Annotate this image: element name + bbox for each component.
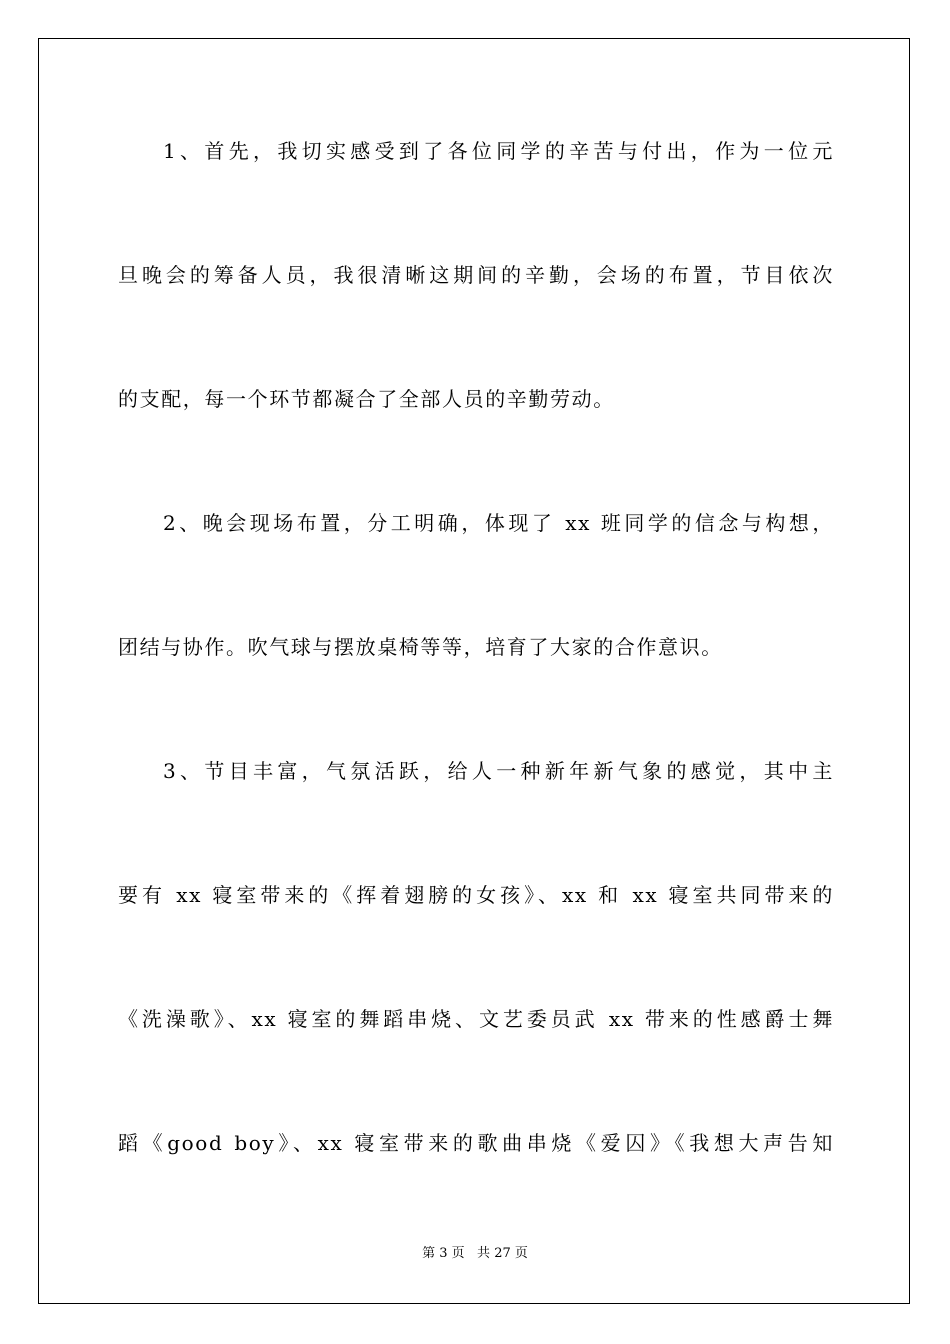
paragraph-3-line-1: 3、节目丰富，气氛活跃，给人一种新年新气象的感觉，其中主: [163, 759, 834, 783]
paragraph-1-line-2: 旦晚会的筹备人员，我很清晰这期间的辛勤，会场的布置，节目依次: [118, 263, 834, 287]
paragraph-2-line-1: 2、晚会现场布置，分工明确，体现了 xx 班同学的信念与构想，: [163, 511, 834, 535]
paragraph-2-line-2: 团结与协作。吹气球与摆放桌椅等等，培育了大家的合作意识。: [118, 635, 723, 659]
paragraph-3-line-4: 蹈《good boy》、xx 寝室带来的歌曲串烧《爱囚》《我想大声告知: [118, 1131, 834, 1155]
page-border: [38, 38, 910, 1304]
paragraph-1-line-3: 的支配，每一个环节都凝合了全部人员的辛勤劳动。: [118, 387, 615, 411]
paragraph-3-line-2: 要有 xx 寝室带来的《挥着翅膀的女孩》、xx 和 xx 寝室共同带来的: [118, 883, 834, 907]
page-footer: 第 3 页 共 27 页: [422, 1246, 528, 1261]
paragraph-1-line-1: 1、首先，我切实感受到了各位同学的辛苦与付出，作为一位元: [163, 139, 834, 163]
paragraph-3-line-3: 《洗澡歌》、xx 寝室的舞蹈串烧、文艺委员武 xx 带来的性感爵士舞: [118, 1007, 834, 1031]
